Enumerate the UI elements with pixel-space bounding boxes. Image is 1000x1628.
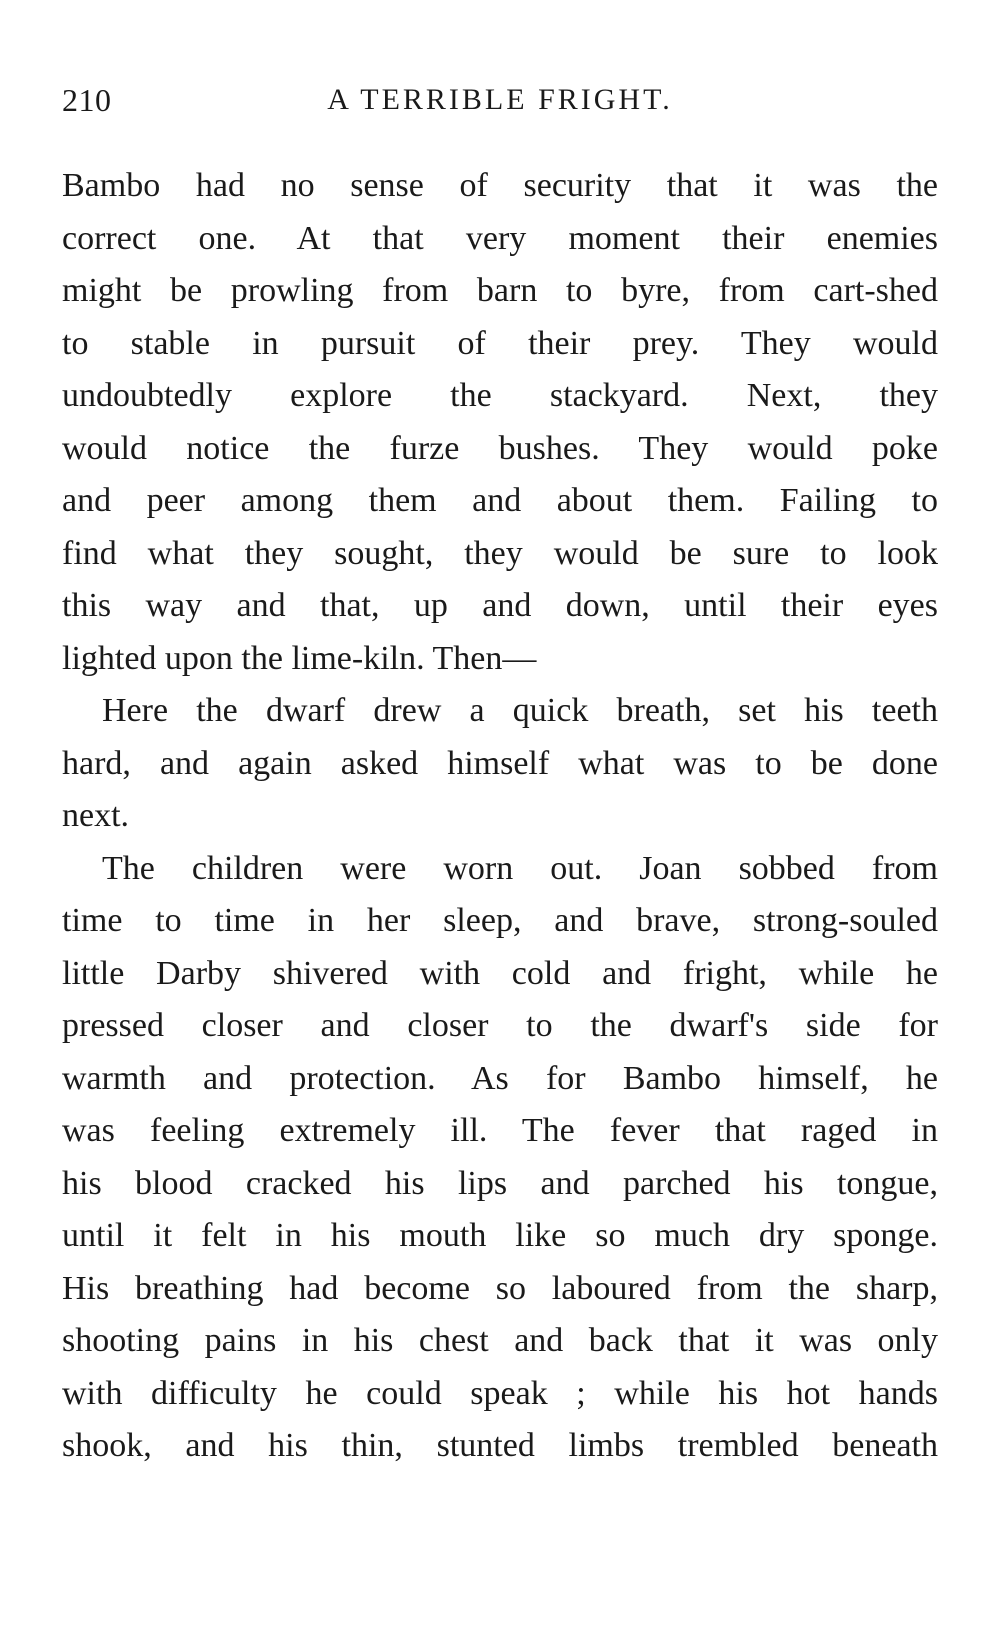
book-page <box>62 70 938 1473</box>
body-text <box>62 160 938 1473</box>
text-line: The children were worn out. Joan sobbed from <box>102 849 938 887</box>
text-line: would notice the furze bushes. They would poke <box>62 429 938 467</box>
text-line: with difficulty he could speak ; while his hot hands <box>62 1374 938 1412</box>
text-line: time to time in her sleep, and brave, strong-souled <box>62 902 938 939</box>
page-number: 210 <box>62 82 112 118</box>
text-line: His breathing had become so laboured from the sharp, <box>62 1269 938 1307</box>
paragraph-1 <box>62 160 938 685</box>
text-line: lighted upon the lime-kiln. Then— <box>62 639 537 677</box>
paragraph-3 <box>62 843 938 1473</box>
text-line: until it felt in his mouth like so much dry sponge. <box>62 1217 938 1254</box>
text-line: his blood cracked his lips and parched his tongue, <box>62 1164 938 1202</box>
text-line: little Darby shivered with cold and fright, while he <box>62 954 938 992</box>
text-line: pressed closer and closer to the dwarf's side for <box>62 1007 938 1044</box>
text-line: Bambo had no sense of security that it was the <box>62 167 938 204</box>
text-line: hard, and again asked himself what was to be done <box>62 744 938 782</box>
text-line: shook, and his thin, stunted limbs trembled beneath <box>62 1427 938 1464</box>
text-line: correct one. At that very moment their enemies <box>62 219 938 257</box>
chapter-title: A TERRIBLE FRIGHT. <box>327 83 673 116</box>
running-head <box>62 70 938 130</box>
paragraph-2 <box>62 685 938 843</box>
text-line: find what they sought, they would be sure to look <box>62 534 938 572</box>
text-line: shooting pains in his chest and back that it was only <box>62 1322 938 1359</box>
text-line: was feeling extremely ill. The fever that raged in <box>62 1112 938 1149</box>
text-line: undoubtedly explore the stackyard. Next, they <box>62 377 938 414</box>
text-line: to stable in pursuit of their prey. They would <box>62 324 938 362</box>
text-line: might be prowling from barn to byre, from cart-shed <box>62 272 938 309</box>
text-line: next. <box>62 797 130 834</box>
text-line: warmth and protection. As for Bambo himself, he <box>62 1059 938 1097</box>
text-line: this way and that, up and down, until their eyes <box>62 587 938 624</box>
text-line: and peer among them and about them. Failing to <box>62 482 938 519</box>
text-line: Here the dwarf drew a quick breath, set his teeth <box>102 692 938 729</box>
